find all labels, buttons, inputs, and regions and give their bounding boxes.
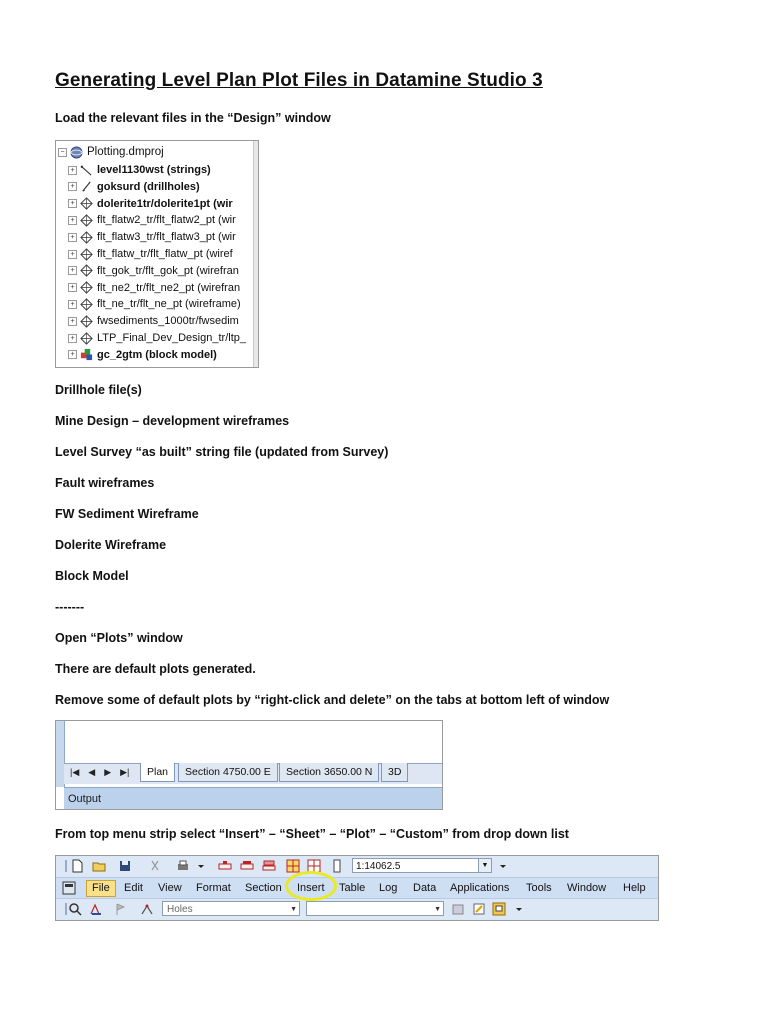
tree-root-label: Plotting.dmproj [87,146,164,158]
text-mine-design: Mine Design – development wireframes [55,414,290,428]
expand-icon[interactable]: + [68,266,77,275]
tree-item-label: flt_flatw2_tr/flt_flatw2_pt (wir [97,214,236,227]
design-toolbar [56,899,658,919]
expand-icon[interactable]: + [68,250,77,259]
tree-item[interactable] [68,246,233,262]
menu-bar [56,877,658,899]
next-tab-icon[interactable]: ▶ [104,767,112,777]
tree-item[interactable] [68,330,246,346]
menu-data[interactable]: Data [413,882,437,894]
drillhole-icon [80,180,93,193]
text-fw-sediment: FW Sediment Wireframe [55,507,199,521]
page-title: Generating Level Plan Plot Files in Datamine Studio 3 [55,70,543,91]
tree-root[interactable] [58,144,164,160]
tree-item-label: gc_2gtm (block model) [97,348,217,361]
text-dolerite: Dolerite Wireframe [55,538,167,552]
plot-tabs-screenshot [55,720,443,810]
menu-window[interactable]: Window [567,882,607,894]
tab-3d[interactable]: 3D [381,763,408,782]
text-remove-plots: Remove some of default plots by “right-click and delete” on the tabs at bottom left of window [55,693,610,707]
text-block-model: Block Model [55,569,129,583]
menu-applications[interactable]: Applications [450,882,510,894]
text-level-survey: Level Survey “as built” string file (updated from Survey) [55,445,389,459]
layout-icon-3[interactable] [262,859,276,873]
tree-item[interactable] [68,280,240,296]
tree-item[interactable] [68,229,236,245]
prev-tab-icon[interactable]: ◀ [88,767,96,777]
toolbar-options-icon[interactable] [496,859,510,873]
scale-combo[interactable] [352,858,492,873]
text-drillhole-files: Drillhole file(s) [55,383,142,397]
tree-item[interactable] [68,162,211,178]
flag-icon[interactable] [114,902,128,916]
scale-value: 1:14062.5 [356,861,401,872]
tab-section-3650[interactable]: Section 3650.00 N [279,763,379,782]
grid-icon-1[interactable] [286,859,300,873]
text-instruction: From top menu strip select “Insert” – “Sheet” – “Plot” – “Custom” from drop down list [55,827,569,841]
expand-icon[interactable]: + [68,182,77,191]
label-abc-icon[interactable] [89,902,103,916]
tree-item-label: dolerite1tr/dolerite1pt (wir [97,197,233,210]
attribute-combo[interactable] [306,901,444,916]
tree-item[interactable] [68,347,217,363]
print-icon[interactable] [176,859,190,873]
tree-item[interactable] [68,263,239,279]
expand-icon[interactable]: + [68,233,77,242]
tree-item-label: LTP_Final_Dev_Design_tr/ltp_ [97,332,246,344]
tree-item[interactable] [68,196,233,212]
tree-item[interactable] [68,296,241,312]
wireframe-icon [80,197,93,210]
wireframe-icon [80,264,93,277]
menu-tools[interactable]: Tools [526,882,552,894]
tree-item-label: flt_flatw_tr/flt_flatw_pt (wiref [97,248,233,260]
tree-item-label: level1130wst (strings) [97,164,211,176]
tree-item[interactable] [68,179,200,195]
wireframe-icon [80,332,93,345]
expand-icon[interactable]: + [68,300,77,309]
tree-scrollbar[interactable] [253,141,258,367]
last-tab-icon[interactable]: ▶| [120,767,130,777]
expand-icon[interactable]: + [68,350,77,359]
menu-format[interactable]: Format [196,882,231,894]
menu-log[interactable]: Log [379,882,398,894]
wireframe-icon [80,298,93,311]
design-tree-screenshot [55,140,259,368]
select-string-icon[interactable] [140,902,154,916]
wireframe-icon [80,214,93,227]
page-icon[interactable] [330,859,344,873]
tree-item-label: flt_flatw3_tr/flt_flatw3_pt (wir [97,231,236,244]
menu-file[interactable]: File [86,880,116,897]
text-open-plots: Open “Plots” window [55,631,183,645]
tree-item-label: goksurd (drillholes) [97,180,200,193]
chevron-down-icon[interactable]: ▼ [434,906,441,913]
tree-item-label: flt_ne2_tr/flt_ne2_pt (wirefran [97,281,241,294]
wireframe-icon [80,248,93,261]
wireframe-icon [80,281,93,294]
zoom-icon[interactable] [68,902,82,916]
expand-icon[interactable]: + [68,166,77,175]
wireframe-icon [80,315,93,328]
expand-icon[interactable]: + [68,283,77,292]
standard-toolbar [56,856,658,876]
menu-help[interactable]: Help [623,882,646,894]
app-menu-icon[interactable] [62,881,76,895]
layout-icon-1[interactable] [218,859,232,873]
expand-icon[interactable]: + [68,334,77,343]
expand-icon[interactable]: + [68,216,77,225]
project-icon [70,146,83,159]
holes-combo-value: Holes [167,904,193,915]
tree-item-label: flt_gok_tr/flt_gok_pt (wirefran [97,264,239,277]
layout-icon-2[interactable] [240,859,254,873]
text-fault-wireframes: Fault wireframes [55,476,155,490]
output-panel-header[interactable]: Output [64,787,442,810]
new-file-icon[interactable] [70,859,84,873]
tree-item-label: flt_ne_tr/flt_ne_pt (wireframe) [97,298,241,311]
edit-note-icon[interactable] [472,902,486,916]
menu-edit[interactable]: Edit [124,882,143,894]
expand-icon[interactable]: + [68,199,77,208]
menu-table[interactable]: Table [339,882,366,894]
tab-section-4750[interactable]: Section 4750.00 E [178,763,278,782]
wireframe-icon [80,231,93,244]
tree-item-label: fwsediments_1000tr/fwsedim [97,315,239,328]
expand-icon[interactable]: + [68,317,77,326]
block-model-icon [80,348,93,361]
menu-section[interactable]: Section [245,882,282,894]
tab-navigation [70,767,129,778]
save-icon[interactable] [118,859,132,873]
menu-insert[interactable]: Insert [297,882,325,894]
open-folder-icon[interactable] [92,859,106,873]
export-icon[interactable] [492,902,506,916]
holes-combo[interactable] [162,901,300,916]
chevron-down-icon[interactable]: ▼ [290,906,297,913]
first-tab-icon[interactable]: |◀ [70,767,80,777]
tree-item[interactable] [68,212,236,228]
properties-icon[interactable] [451,902,465,916]
collapse-icon[interactable]: − [58,148,67,157]
cut-icon[interactable] [148,859,162,873]
separator-text: ------- [55,600,85,614]
string-icon [80,164,93,177]
intro-text: Load the relevant files in the “Design” window [55,111,331,125]
chevron-down-icon[interactable]: ▼ [478,859,491,872]
insert-highlight-ring [285,871,337,901]
toolbar-screenshot [55,855,659,921]
menu-view[interactable]: View [158,882,182,894]
tab-plan[interactable]: Plan [140,763,175,782]
text-default-plots: There are default plots generated. [55,662,256,676]
tree-item[interactable] [68,313,239,329]
toolbar-options-icon[interactable] [512,902,526,916]
dropdown-arrow-icon[interactable] [194,859,208,873]
